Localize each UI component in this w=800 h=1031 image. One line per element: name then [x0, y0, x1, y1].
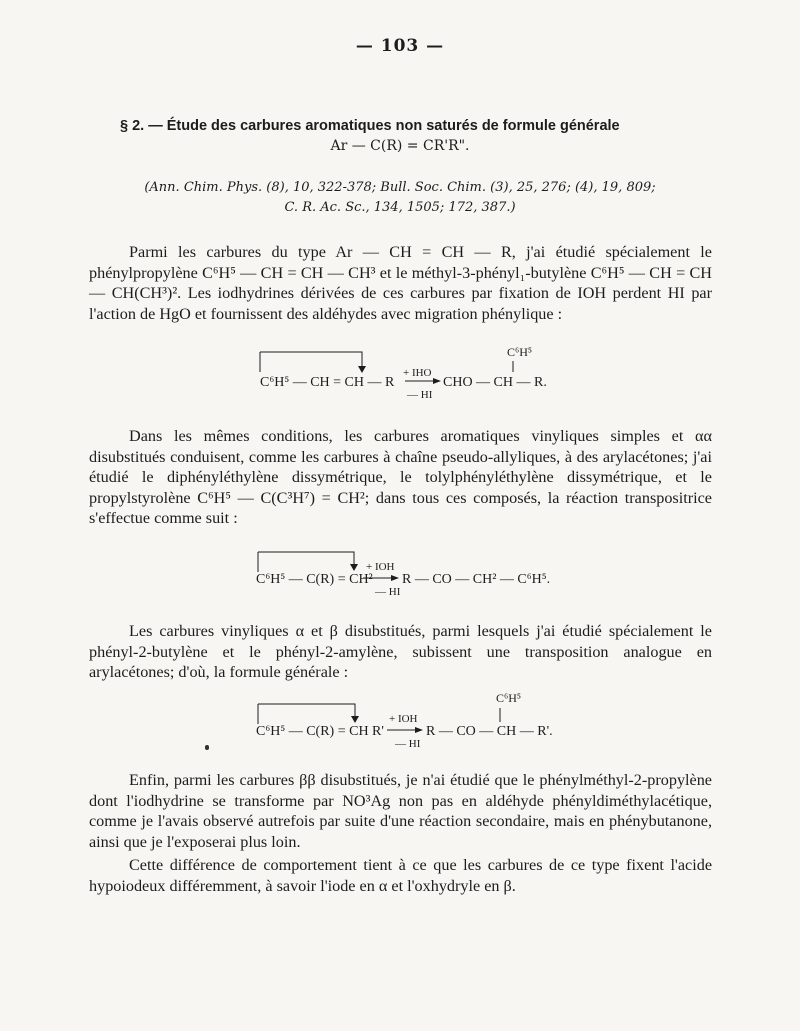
scheme-3-right: R — CO — CH — R'.: [426, 724, 553, 739]
scheme-2-left: C⁶H⁵ — C(R) = CH²: [256, 572, 373, 587]
section-formula: Ar — C(R) = CR'R".: [330, 138, 470, 154]
scheme-2-right: R — CO — CH² — C⁶H⁵.: [402, 572, 551, 587]
migration-arrowhead: [350, 564, 358, 571]
migration-bracket: [258, 552, 354, 566]
section-title: § 2. — Étude des carbures aromatiques non saturés de formule générale: [120, 118, 620, 134]
scheme-1-right: CHO — CH — R.: [443, 375, 547, 390]
paragraph-2: [89, 426, 712, 529]
scheme-1-arrow-head: [433, 378, 441, 384]
scheme-1-top-label: C⁶H⁵: [507, 345, 533, 359]
references-line-2: C. R. Ac. Sc., 134, 1505; 172, 387.): [284, 200, 516, 215]
scheme-1-reagent-bottom: — HI: [407, 389, 433, 401]
scheme-3-reagent-top: + IOH: [389, 713, 418, 725]
migration-arrowhead: [358, 366, 366, 373]
scheme-3-arrow-head: [415, 727, 423, 733]
paragraph-4-text: Enfin, parmi les carbures ββ disubstitués, je n'ai étudié que le phénylméthyl-2-propylène dont l'iodhydrine se transforme par NO³Ag non pas en aldéhyde phényldiméthylacétique, comme je l'avais observé autrefois par suite d'une réaction secondaire, mais en phénybutanone, ainsi que je l'exposerai plus loin.: [89, 771, 712, 851]
scheme-3-reagent-bottom: — HI: [395, 738, 421, 750]
migration-arrowhead: [351, 716, 359, 723]
references-line-1: (Ann. Chim. Phys. (8), 10, 322-378; Bull. Soc. Chim. (3), 25, 276; (4), 19, 809;: [144, 180, 656, 195]
scheme-3-top-label: C⁶H⁵: [496, 691, 522, 705]
paragraph-5: [89, 855, 712, 896]
migration-bracket: [260, 352, 362, 368]
scheme-2-reagent-bottom: — HI: [375, 586, 401, 598]
scheme-2-reagent-top: + IOH: [366, 561, 395, 573]
scheme-1-reagent-top: + IHO: [403, 367, 432, 379]
scheme-2-arrow-head: [391, 575, 399, 581]
reaction-scheme-1: [0, 342, 800, 404]
paragraph-5-text: Cette différence de comportement tient à ce que les carbures de ce type fixent l'acide hypoiodeux différemment, à savoir l'iode en α et l'oxhydryle en β.: [89, 856, 712, 895]
page-number: — 103 —: [355, 36, 445, 56]
paragraph-1: [89, 242, 712, 324]
paragraph-3-text: Les carbures vinyliques α et β disubstitués, parmi lesquels j'ai étudié spécialement le phényl-2-butylène et le phényl-2-amylène, subissent une transposition analogue en arylacétones; d'où, la formule générale :: [89, 622, 712, 681]
printer-speck: [205, 745, 209, 750]
paragraph-3: [89, 621, 712, 683]
paragraph-2-text: Dans les mêmes conditions, les carbures aromatiques vinyliques simples et αα disubstitués conduisent, comme les carbures à chaîne pseudo-allyliques, à des arylacétones; j'ai étudié le diphényléthylène dissymétrique, le tolylphényléthylène dissymétrique, et le propylstyrolène C⁶H⁵ — C(C³H⁷) = CH²; dans tous ces composés, la réaction transpositrice s'effectue comme suit :: [89, 427, 712, 527]
reaction-scheme-2: [0, 546, 800, 602]
reaction-scheme-3: [0, 688, 800, 752]
scheme-1-left: C⁶H⁵ — CH = CH — R: [260, 375, 395, 390]
migration-bracket: [258, 704, 355, 718]
paragraph-4: [89, 770, 712, 852]
paragraph-1-text: Parmi les carbures du type Ar — CH = CH — R, j'ai étudié spécialement le phénylpropylène C⁶H⁵ — CH = CH — CH³ et le méthyl-3-phényl₁-butylène C⁶H⁵ — CH = CH — CH(CH³)². Les iodhydrines dérivées de ces carbures par fixation de IOH perdent HI par l'action de HgO et fournissent des aldéhydes avec migration phénylique :: [89, 243, 712, 323]
scheme-3-left: C⁶H⁵ — C(R) = CH R': [256, 724, 384, 739]
